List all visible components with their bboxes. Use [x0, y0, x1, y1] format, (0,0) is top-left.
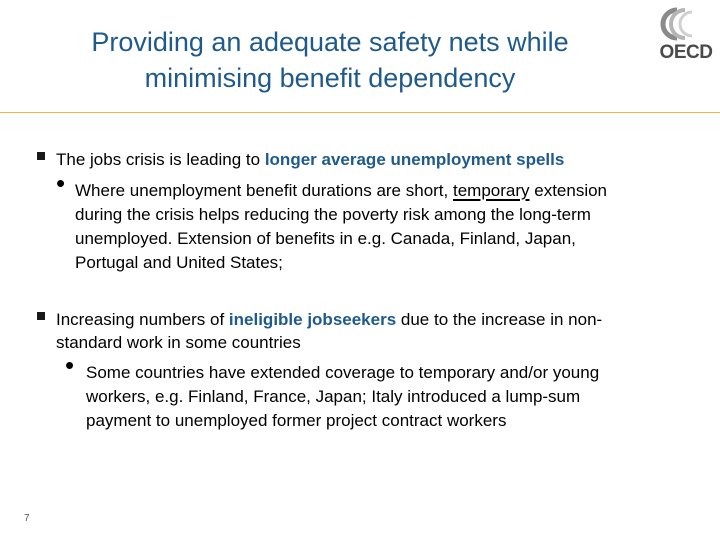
bullet-2-sub-line-1: Some countries have extended coverage to temporary and/or young — [86, 363, 600, 382]
round-bullet-icon: • — [65, 350, 75, 380]
bullet-1-text — [56, 148, 564, 171]
oecd-rings-icon — [655, 4, 717, 44]
bullet-1-sub-line-2: during the crisis helps reducing the poverty risk among the long-term — [75, 205, 591, 224]
bullet-2-sub-line-3: payment to unemployed former project contract workers — [86, 411, 507, 430]
bullet-1-sub-line-1 — [75, 179, 607, 202]
bullet-1-sub-line-3: unemployed. Extension of benefits in e.g. Canada, Finland, Japan, — [75, 229, 576, 248]
bullet-1-sub-after: extension — [529, 181, 608, 200]
bullet-1-sub-before: Where unemployment benefit durations are short, — [75, 181, 453, 200]
oecd-logo — [655, 4, 717, 70]
slide-title — [20, 24, 640, 96]
bullet-2-before: Increasing numbers of — [56, 310, 229, 329]
title-line-2: minimising benefit dependency — [144, 63, 516, 93]
bullet-2-sub-line-2: workers, e.g. Finland, France, Japan; Italy introduced a lump-sum — [86, 387, 581, 406]
bullet-2-line-1 — [56, 308, 602, 331]
title-divider — [0, 112, 720, 113]
bullet-1-sub-line-4: Portugal and United States; — [75, 253, 283, 272]
title-line-1: Providing an adequate safety nets while — [91, 27, 569, 57]
bullet-1-highlight: longer average unemployment spells — [264, 150, 565, 169]
square-bullet-icon — [37, 312, 45, 320]
page-number: 7 — [24, 513, 30, 524]
bullet-1-sub-underlined: temporary — [452, 181, 530, 200]
bullet-1-plain: The jobs crisis is leading to — [56, 150, 265, 169]
round-bullet-icon: • — [56, 168, 66, 198]
bullet-2-line-2: standard work in some countries — [56, 333, 301, 352]
square-bullet-icon — [37, 152, 45, 160]
bullet-2-after: due to the increase in non- — [396, 310, 603, 329]
bullet-2-highlight: ineligible jobseekers — [228, 310, 397, 329]
oecd-logo-text: OECD — [659, 42, 713, 63]
